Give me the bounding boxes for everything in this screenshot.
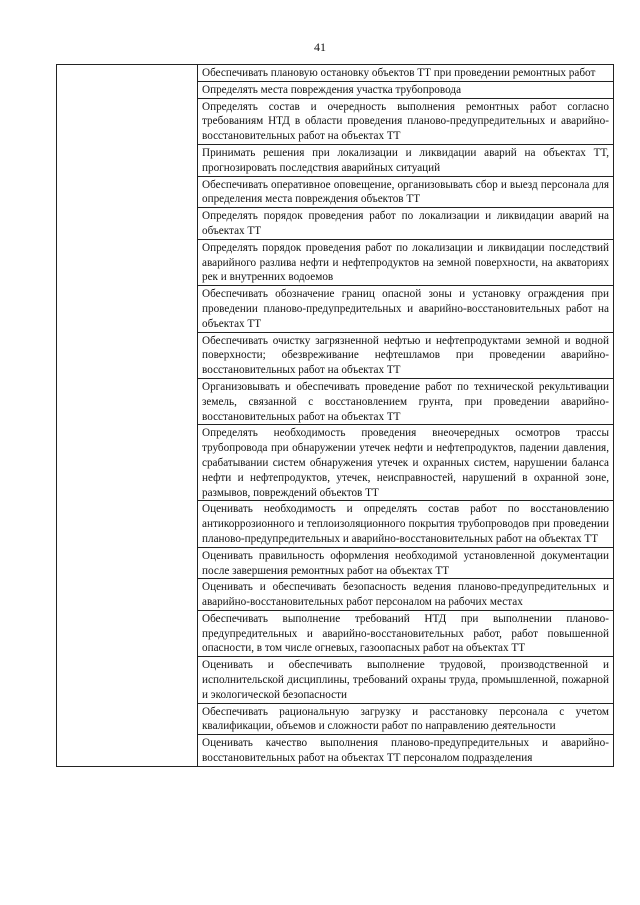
skills-table (56, 64, 614, 767)
requirement-cell: Обеспечивать оперативное оповещение, организовывать сбор и выезд персонала для определения места повреждения объектов ТТ (198, 176, 614, 208)
requirement-cell: Определять состав и очередность выполнения ремонтных работ согласно требованиям НТД в области проведения планово-предупредительных и аварийно-восстановительных работ на объектах ТТ (198, 98, 614, 144)
table-body (57, 65, 614, 767)
table-row (57, 65, 614, 82)
requirement-cell: Организовывать и обеспечивать проведение работ по технической рекультивации земель, связанной с восстановлением грунта, при проведении аварийно-восстановительных работ на объектах ТТ (198, 378, 614, 424)
page-number: 41 (314, 40, 326, 54)
requirement-cell: Обеспечивать очистку загрязненной нефтью и нефтепродуктами земной и водной поверхности; обезвреживание нефтешламов при проведении аварийно-восстановительных работ на объектах ТТ (198, 332, 614, 378)
requirement-cell: Определять порядок проведения работ по локализации и ликвидации аварий на объектах ТТ (198, 208, 614, 240)
requirement-cell: Определять порядок проведения работ по локализации и ликвидации последствий аварийного разлива нефти и нефтепродуктов на земной поверхности, на акваториях рек и внутренних водоемов (198, 239, 614, 285)
requirement-cell: Оценивать правильность оформления необходимой установленной документации после завершения ремонтных работ на объектах ТТ (198, 547, 614, 579)
left-column-cell (57, 65, 198, 767)
requirement-cell: Оценивать и обеспечивать безопасность ведения планово-предупредительных и аварийно-восстановительных работ персоналом на рабочих местах (198, 579, 614, 611)
requirement-cell: Обеспечивать выполнение требований НТД при выполнении планово-предупредительных и аварийно-восстановительных работ, работ повышенной опасности, в том числе огневых, газоопасных работ на объектах ТТ (198, 610, 614, 656)
requirement-cell: Обеспечивать плановую остановку объектов ТТ при проведении ремонтных работ (198, 65, 614, 82)
requirement-cell: Оценивать и обеспечивать выполнение трудовой, производственной и исполнительской дисциплины, требований охраны труда, промышленной, пожарной и экологической безопасности (198, 657, 614, 703)
requirement-cell: Обеспечивать рациональную загрузку и расстановку персонала с учетом квалификации, объемов и сложности работ по направлению деятельности (198, 703, 614, 735)
requirement-cell: Определять места повреждения участка трубопровода (198, 81, 614, 98)
requirement-cell: Оценивать качество выполнения планово-предупредительных и аварийно-восстановительных работ на объектах ТТ персоналом подразделения (198, 735, 614, 767)
requirement-cell: Принимать решения при локализации и ликвидации аварий на объектах ТТ, прогнозировать последствия аварийных ситуаций (198, 144, 614, 176)
requirement-cell: Обеспечивать обозначение границ опасной зоны и установку ограждения при проведении планово-предупредительных и аварийно-восстановительных работ на объектах ТТ (198, 286, 614, 332)
requirement-cell: Оценивать необходимость и определять состав работ по восстановлению антикоррозионного и теплоизоляционного покрытия трубопроводов при проведении планово-предупредительных и аварийно-восстановительных работ на объектах ТТ (198, 501, 614, 547)
requirement-cell: Определять необходимость проведения внеочередных осмотров трассы трубопровода при обнаружении утечек нефти и нефтепродуктов, падении давления, срабатывании систем обнаружения утечек и охранных систем, нарушении баланса нефти и нефтепродуктов, утечек, неисправностей, нарушений в охранной зоне, размывов, повреждений объектов ТТ (198, 425, 614, 501)
